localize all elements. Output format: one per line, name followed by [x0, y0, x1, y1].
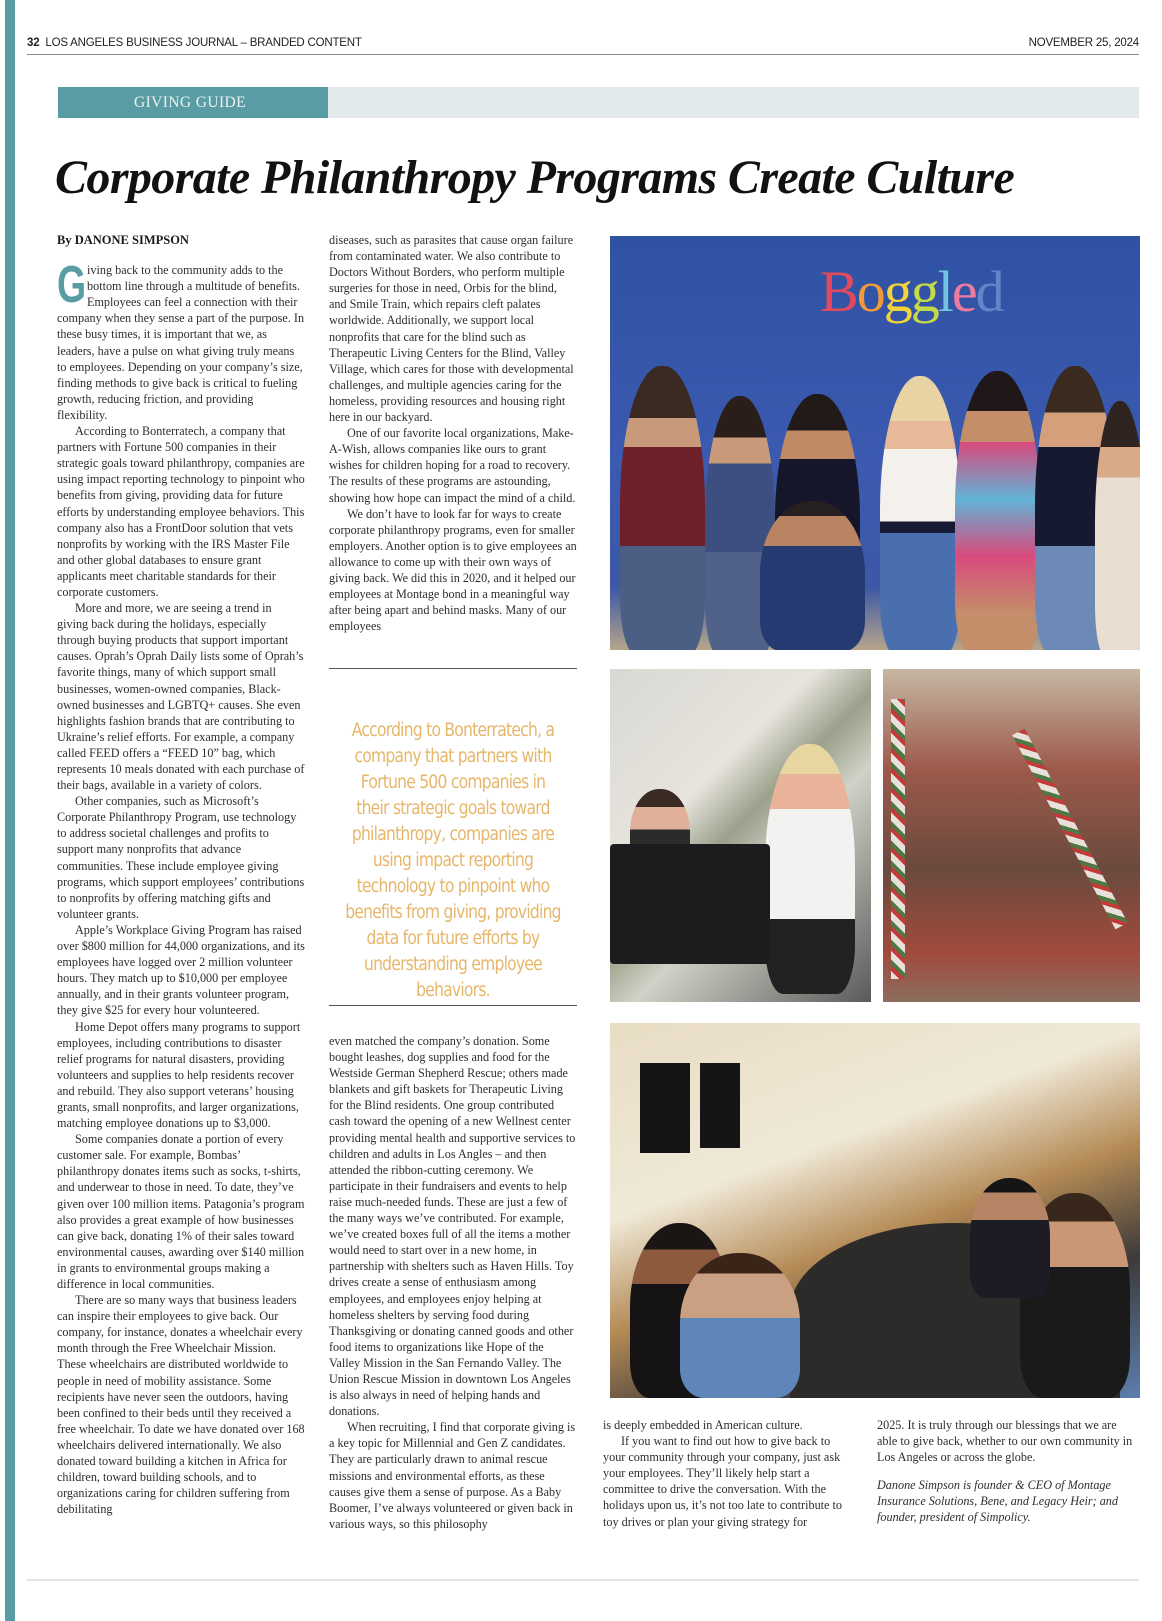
person	[970, 1178, 1050, 1298]
garland	[1012, 729, 1128, 930]
pullquote-rule-top	[329, 668, 577, 669]
publication-name: LOS ANGELES BUSINESS JOURNAL – BRANDED CONTENT	[45, 37, 362, 49]
garland	[891, 699, 905, 979]
person	[620, 366, 705, 650]
pull-quote: According to Bonterratech, a company that partners with Fortune 500 companies in their strategic goals toward philanthropy, companies are using impact reporting technology to pinpoint who benefits from giving, providing data for future efforts by understanding employee behaviors.	[345, 720, 561, 1001]
article-paragraph: Apple’s Workplace Giving Program has raised over $800 million for 44,000 organizations, and its employees have logged over 2 million volunteer hours. They match up to $10,000 per employee annually, and in their grants volunteer program, they give $25 for every hour volunteered.	[57, 922, 305, 1018]
author-bio: Danone Simpson is founder & CEO of Montage Insurance Solutions, Bene, and Legacy Heir; and founder, president of Simpolicy.	[877, 1478, 1118, 1525]
article-paragraph: We don’t have to look far for ways to create corporate philanthropy programs, even for smaller employers. Another option is to give employees an allowance to come up with their own ways of giving back. We did this in 2020, and it helped our employees at Montage bond in a meaningful way after being apart and behind masks. Many of our employees	[329, 506, 577, 634]
wall-art	[700, 1063, 740, 1148]
article-paragraph: even matched the company’s donation. Some bought leashes, dog supplies and food for the Westside German Shepherd Rescue; others made blankets and gift baskets for Therapeutic Living for the Blind residents. One group contributed cash toward the opening of a new Wellnest center providing mental health and supportive services to children and adults in Los Angles – and then attended the ribbon-cutting ceremony. We participate in their fundraisers and events to help raise much-needed funds. These are just a few of the many ways we’ve contributed. For example, we’ve created boxes full of all the items a mother would need to start over in a new home, in partnership with shelters such as Haven Hills. Toy drives create a sense of enthusiasm among employees, and employees enjoy helping at homeless shelters by serving food during Thanksgiving or donating canned goods and other food items to organizations like Hope of the Valley Mission in the San Fernando Valley. The Union Rescue Mission in downtown Los Angeles is also always in need of helping hands and donations.	[329, 1034, 576, 1419]
article-paragraph: Home Depot offers many programs to support employees, including contributions to disaster relief programs for natural disasters, providing volunteers and supplies to help residents recover and rebuild. They also support veterans’ housing grants, small nonprofits, and larger organizations, matching employee donations up to $3,000.	[57, 1019, 301, 1131]
article-paragraph: There are so many ways that business leaders can inspire their employees to give back. Our company, for instance, donates a wheelchair every month through the Free Wheelchair Mission. These wheelchairs are distributed worldwide to people in need of mobility assistance. Some recipients have never seen the outdoors, having been confined to their beds until they received a free wheelchair. To date we have donated over 168 wheelchairs delivered internationally. We also donated toward building a kitchen in Africa for children, toward building schools, and to organizations caring for children suffering from debilitating	[57, 1293, 305, 1517]
article-paragraph: diseases, such as parasites that cause organ failure from contaminated water. We also contribute to Doctors Without Borders, who perform multiple surgeries for those in need, Orbis for the blind, and Smile Train, which repairs cleft palates worldwide. Additionally, we support local nonprofits that care for the blind such as Therapeutic Living Centers for the Blind, Valley Village, which cares for those with developmental challenges, and multiple agencies caring for the homeless, providing resources and housing right here in our backyard.	[329, 233, 574, 425]
boggled-sign: Boggled	[820, 259, 1003, 324]
issue-date: NOVEMBER 25, 2024	[1028, 37, 1139, 49]
person	[955, 371, 1040, 650]
article-column-2-bottom	[329, 1033, 577, 1532]
article-paragraph: When recruiting, I find that corporate giving is a key topic for Millennial and Gen Z candidates. They are particularly drawn to animal rescue missions and environmental efforts, as these causes give them a sense of purpose. As a Baby Boomer, I’ve always volunteered or given back in various ways, so this philosophy	[329, 1420, 576, 1531]
article-paragraph: is deeply embedded in American culture.	[603, 1418, 803, 1432]
person	[760, 501, 865, 650]
footer-rule	[27, 1579, 1139, 1581]
byline: By DANONE SIMPSON	[57, 233, 189, 247]
article-column-2-top	[329, 232, 577, 634]
photo-boggled-team	[610, 236, 1140, 650]
section-band	[58, 87, 1139, 118]
gift-bags	[610, 844, 770, 964]
page-folio	[27, 37, 1139, 55]
page-number: 32	[27, 37, 40, 49]
article-paragraph: If you want to find out how to give back to your community through your company, just ask your employees. They’ll likely help start a committee to drive the conversation. With the holidays upon us, it’s not too late to contribute to toy drives or plan your giving strategy for	[603, 1434, 842, 1529]
photo-break-room	[610, 1023, 1140, 1398]
photo-gift-bags	[610, 669, 871, 1002]
article-paragraph: Giving back to the community adds to the bottom line through a multitude of benefits. Employees can feel a connection with their company when they sense a part of the purpose. In these busy times, it is important that we, as leaders, have a pulse on what giving truly means to employees. Depending on your company’s size, finding methods to give back is critical to fueling growth, reducing friction, and providing flexibility.	[57, 256, 305, 422]
person	[680, 1253, 800, 1398]
drop-cap: G	[57, 256, 87, 315]
section-label: GIVING GUIDE	[58, 87, 328, 118]
wall-art	[640, 1063, 690, 1153]
article-column-3-bottom	[603, 1417, 851, 1530]
article-paragraph: One of our favorite local organizations, Make-A-Wish, allows companies like ours to grant wishes for children hoping for a road to recovery. The results of these programs are astounding, showing how hope can impact the mind of a child.	[329, 426, 576, 505]
person	[765, 744, 855, 994]
article-paragraph: According to Bonterratech, a company that partners with Fortune 500 companies in their strategic goals toward philanthropy, companies are using impact reporting technology to pinpoint who benefits from giving, providing data for future efforts by understanding employee behaviors. This company also has a FrontDoor solution that vets nonprofits by working with the IRS Master File and other global databases to ensure grant applicants meet charitable standards for their corporate customers.	[57, 424, 305, 599]
article-paragraph: Other companies, such as Microsoft’s Corporate Philanthropy Program, use technology to address societal challenges and profits to support many nonprofits that advance communities. These include employee giving programs, which support employees’ contributions to nonprofits by offering matching gifts and volunteer grants.	[57, 794, 305, 921]
page-edge-accent-bar	[5, 0, 15, 1621]
article-paragraph: More and more, we are seeing a trend in giving back during the holidays, especially through buying products that support important causes. Oprah’s Oprah Daily lists some of Oprah’s favorite things, many of which support small businesses, women-owned companies, Black-owned businesses and LGBTQ+ causes. She even highlights fashion brands that are contributing to Ukraine’s relief efforts. For example, a company called FEED offers a “FEED 10” bag, which represents 10 meals donated with each purchase of their bags, available in a variety of colors.	[57, 601, 305, 793]
article-column-4-bottom	[877, 1417, 1139, 1526]
pullquote-rule-bottom	[329, 1005, 577, 1006]
article-paragraph: Some companies donate a portion of every customer sale. For example, Bombas’ philanthropy donates items such as socks, t-shirts, and underwear to those in need. To date, they’ve given over 100 million items. Patagonia’s program also provides a great example of how businesses can give back, donating 1% of their sales toward environmental causes, awarding over $140 million in grants to environmental groups making a difference in local communities.	[57, 1132, 305, 1291]
article-column-1	[57, 232, 305, 1517]
person	[880, 376, 960, 650]
photo-holiday-staircase	[883, 669, 1140, 1002]
article-paragraph: 2025. It is truly through our blessings that we are able to give back, whether to our own community in Los Angeles or across the globe.	[877, 1418, 1133, 1465]
person	[1095, 401, 1140, 650]
article-headline: Corporate Philanthropy Programs Create Culture	[55, 151, 1015, 204]
